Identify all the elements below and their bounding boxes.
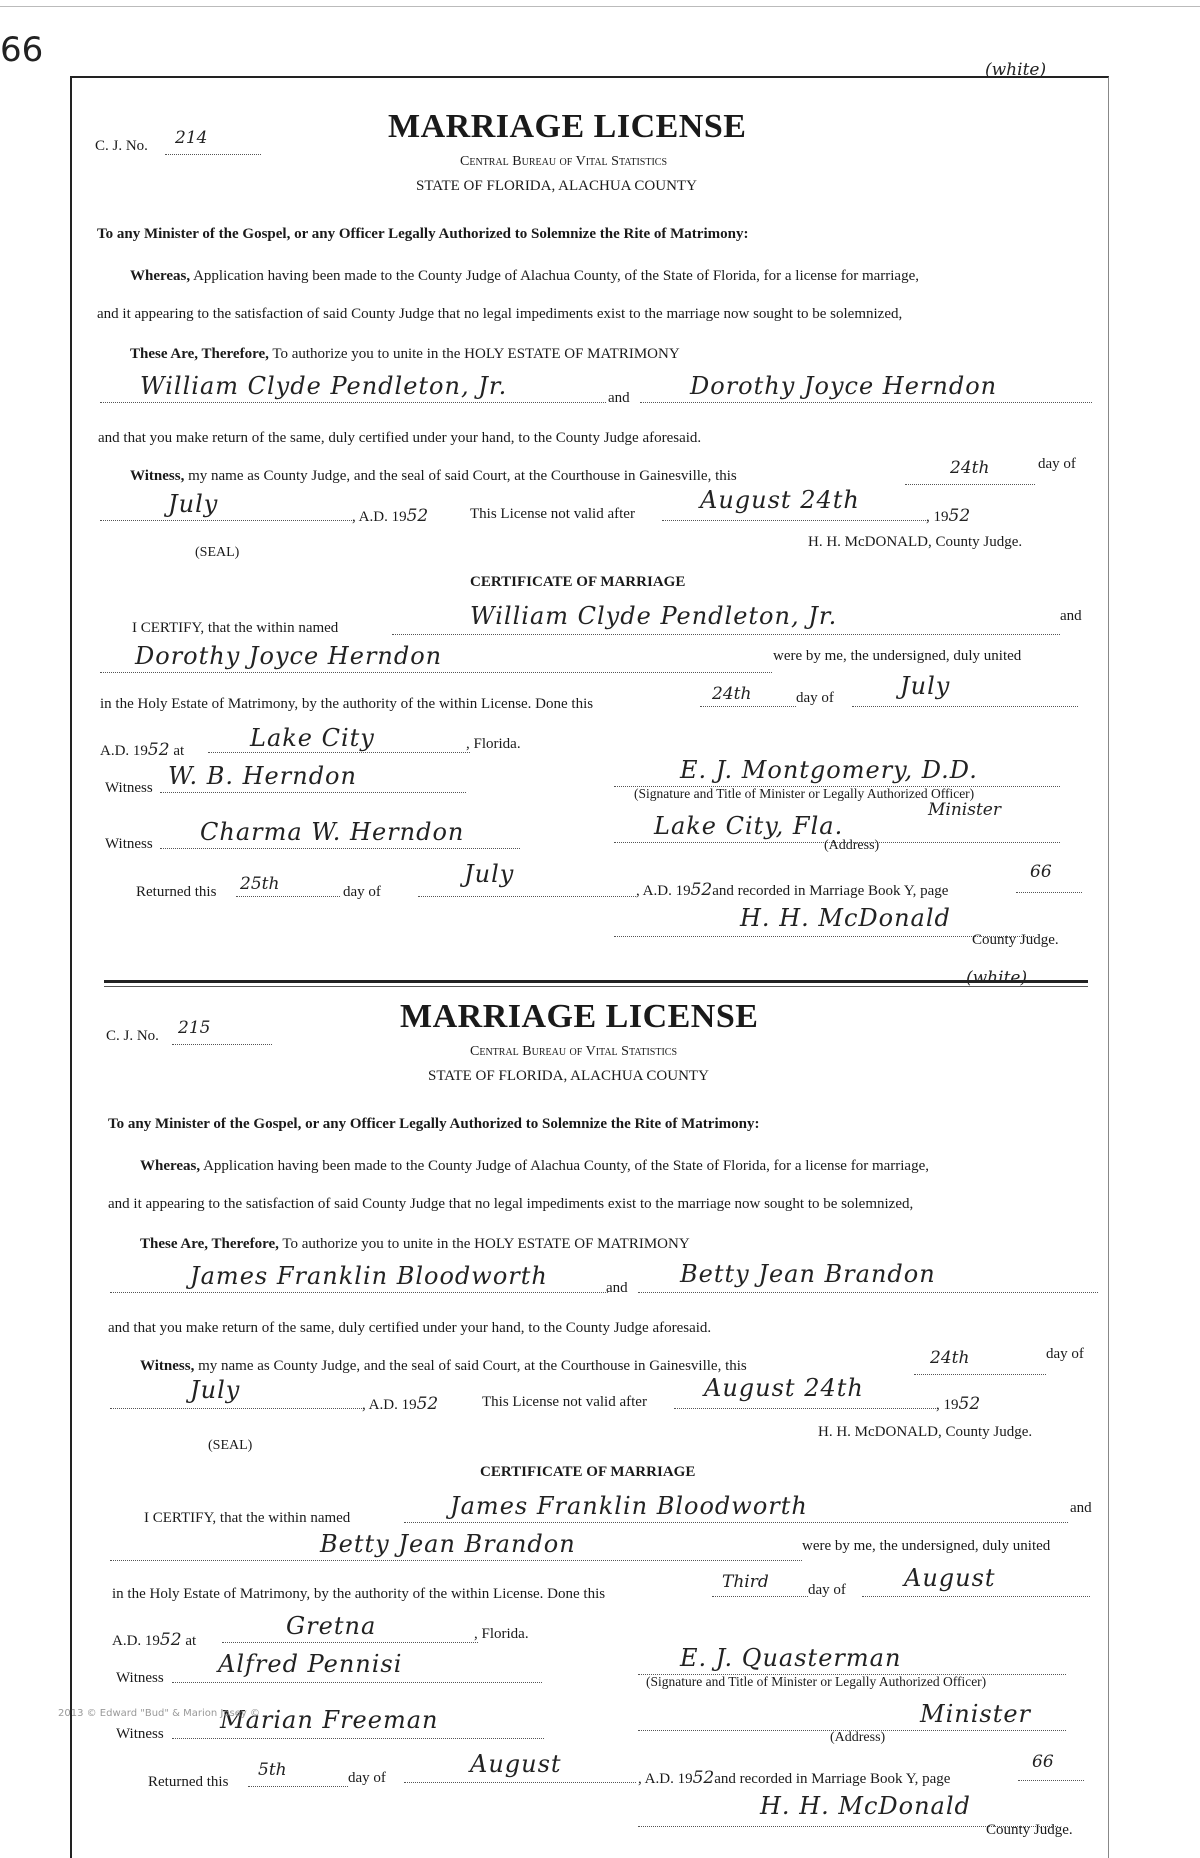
whereas-lead: Whereas, (140, 1158, 201, 1174)
cert-groom: William Clyde Pendleton, Jr. (470, 602, 838, 630)
united-text: were by me, the undersigned, duly united (802, 1538, 1051, 1554)
county-judge-label: County Judge. (972, 932, 1059, 948)
judge-signature: H. H. McDonald (760, 1792, 971, 1820)
cj-no-label: C. J. No. (95, 138, 148, 154)
return-text: and that you make return of the same, duly certified under your hand, to the County Judge aforesaid. (98, 430, 702, 446)
these-text: To authorize you to unite in the HOLY ESTATE OF MATRIMONY (272, 346, 680, 362)
book-page: 66 (1030, 862, 1052, 882)
bureau-line: Central Bureau of Vital Statistics (460, 154, 668, 169)
appearing-text: and it appearing to the satisfaction of said County Judge that no legal impediments exist to the marriage now sought to be solemnized, (97, 306, 903, 322)
state-county: STATE OF FLORIDA, ALACHUA COUNTY (428, 1068, 709, 1084)
done-day-of: day of (808, 1582, 846, 1598)
license-title: MARRIAGE LICENSE (400, 998, 759, 1035)
done-year: 52 (147, 740, 170, 760)
returned-day-of: day of (348, 1770, 386, 1786)
done-ad (112, 1630, 196, 1650)
ad-prefix: , A.D. 19 (362, 1397, 417, 1413)
issue-day: 24th (950, 458, 990, 478)
valid-year: 52 (948, 506, 971, 526)
judge-line: H. H. McDONALD, County Judge. (818, 1424, 1033, 1440)
officiant-signature: E. J. Montgomery, D.D. (680, 756, 978, 784)
these-lead: These Are, Therefore, (140, 1236, 279, 1252)
witness2-name: Charma W. Herndon (200, 818, 465, 846)
whereas-text: Application having been made to the County Judge of Alachua County, of the State of Florida, for a license for marriage, (193, 268, 919, 284)
witness2-label: Witness (105, 836, 153, 852)
scan-edge-line (0, 6, 1200, 7)
state-county: STATE OF FLORIDA, ALACHUA COUNTY (416, 178, 697, 194)
cj-no: 215 (178, 1018, 211, 1038)
certify-text: I CERTIFY, that the within named (132, 620, 339, 636)
not-valid-text: This License not valid after (482, 1394, 647, 1410)
issue-day: 24th (930, 1348, 970, 1368)
cert-title: CERTIFICATE OF MARRIAGE (470, 574, 686, 590)
returned-day: 5th (258, 1760, 287, 1780)
valid-until: August 24th (700, 486, 860, 514)
whereas-lead: Whereas, (130, 268, 191, 284)
officiant-signature: E. J. Quasterman (680, 1644, 902, 1672)
returned-month: August (470, 1750, 562, 1778)
ad-at-prefix: A.D. 19 (112, 1633, 160, 1649)
cert-bride: Dorothy Joyce Herndon (135, 642, 443, 670)
race-note: (white) (966, 968, 1028, 988)
judge-signature: H. H. McDonald (740, 904, 951, 932)
place: Gretna (286, 1612, 377, 1640)
certify-text: I CERTIFY, that the within named (144, 1510, 351, 1526)
issue-day-of: day of (1046, 1346, 1084, 1362)
valid-year-wrap (926, 506, 970, 526)
done-ad (100, 740, 184, 760)
valid-year-prefix: , 19 (936, 1397, 959, 1413)
and-word: and (606, 1280, 628, 1296)
done-day: Third (722, 1572, 769, 1592)
signature-label: (Signature and Title of Minister or Legally Authorized Officer) (646, 1674, 987, 1689)
and-word: and (608, 390, 630, 406)
county-judge-label: County Judge. (986, 1822, 1073, 1838)
returned-year: 52 (692, 1768, 715, 1788)
returned-day-of: day of (343, 884, 381, 900)
cert-bride: Betty Jean Brandon (320, 1530, 576, 1558)
witness-text: my name as County Judge, and the seal of said Court, at the Courthouse in Gainesville, this (198, 1358, 747, 1374)
returned-ad-prefix: , A.D. 19 (636, 883, 691, 899)
officiant-address: Lake City, Fla. (654, 812, 844, 840)
returned-month: July (464, 860, 515, 888)
returned-year: 52 (690, 880, 713, 900)
witness1-name: W. B. Herndon (168, 762, 357, 790)
issue-month: July (168, 490, 219, 518)
whereas-para (130, 268, 919, 285)
ad-at-prefix: A.D. 19 (100, 743, 148, 759)
address-line: To any Minister of the Gospel, or any Officer Legally Authorized to Solemnize the Rite of Matrimony: (97, 226, 749, 242)
cert-and: and (1060, 608, 1082, 624)
appearing-text: and it appearing to the satisfaction of said County Judge that no legal impediments exist to the marriage now sought to be solemnized, (108, 1196, 914, 1212)
holy-estate-text: in the Holy Estate of Matrimony, by the authority of the within License. Done this (112, 1586, 606, 1602)
ad-prefix: , A.D. 19 (352, 509, 407, 525)
returned-ad (638, 1768, 950, 1788)
returned-ad (636, 880, 948, 900)
returned-ad-prefix: , A.D. 19 (638, 1771, 693, 1787)
issue-month: July (190, 1376, 241, 1404)
witness-para (140, 1358, 747, 1375)
valid-year-prefix: , 19 (926, 509, 949, 525)
copyright-watermark: 2013 © Edward "Bud" & Marion Josey © (58, 1708, 260, 1719)
cert-and: and (1070, 1500, 1092, 1516)
book-page: 66 (1032, 1752, 1054, 1772)
united-text: were by me, the undersigned, duly united (773, 648, 1022, 664)
done-month: July (900, 672, 951, 700)
license-title: MARRIAGE LICENSE (388, 108, 747, 145)
issue-day-of: day of (1038, 456, 1076, 472)
holy-estate-text: in the Holy Estate of Matrimony, by the authority of the within License. Done this (100, 696, 594, 712)
officiant-title: Minister (928, 800, 1001, 820)
issue-year: 52 (406, 506, 429, 526)
witness-para (130, 468, 737, 485)
signature-label: (Signature and Title of Minister or Legally Authorized Officer) (634, 786, 975, 801)
these-lead: These Are, Therefore, (130, 346, 269, 362)
whereas-para (140, 1158, 929, 1175)
recorded-text: and recorded in Marriage Book Y, page (714, 1771, 951, 1787)
returned-day: 25th (240, 874, 280, 894)
cert-groom: James Franklin Bloodworth (450, 1492, 808, 1520)
witness1-name: Alfred Pennisi (218, 1650, 403, 1678)
recorded-text: and recorded in Marriage Book Y, page (712, 883, 949, 899)
groom-name: William Clyde Pendleton, Jr. (140, 372, 508, 400)
cj-no: 214 (175, 128, 208, 148)
done-month: August (904, 1564, 996, 1592)
witness2-label: Witness (116, 1726, 164, 1742)
these-text: To authorize you to unite in the HOLY ESTATE OF MATRIMONY (282, 1236, 690, 1252)
whereas-text: Application having been made to the County Judge of Alachua County, of the State of Florida, for a license for marriage, (203, 1158, 929, 1174)
judge-line: H. H. McDONALD, County Judge. (808, 534, 1023, 550)
at-word: at (185, 1633, 197, 1649)
florida-label: , Florida. (474, 1626, 529, 1642)
florida-label: , Florida. (466, 736, 521, 752)
section-divider (104, 980, 1088, 983)
bureau-line: Central Bureau of Vital Statistics (470, 1044, 678, 1059)
groom-name: James Franklin Bloodworth (190, 1262, 548, 1290)
officiant-title: Minister (920, 1700, 1032, 1728)
returned-text: Returned this (136, 884, 217, 900)
done-year: 52 (159, 1630, 182, 1650)
seal-label: (SEAL) (195, 545, 240, 560)
place: Lake City (250, 724, 375, 752)
race-note: (white) (985, 60, 1047, 80)
address-label: (Address) (824, 838, 880, 853)
done-day: 24th (712, 684, 752, 704)
cert-title: CERTIFICATE OF MARRIAGE (480, 1464, 696, 1480)
witness1-label: Witness (105, 780, 153, 796)
witness-lead: Witness, (140, 1358, 195, 1374)
bride-name: Betty Jean Brandon (680, 1260, 936, 1288)
return-text: and that you make return of the same, duly certified under your hand, to the County Judge aforesaid. (108, 1320, 712, 1336)
witness-text: my name as County Judge, and the seal of said Court, at the Courthouse in Gainesville, this (188, 468, 737, 484)
section-divider-thin (104, 986, 1088, 987)
witness2-name: Marian Freeman (220, 1706, 439, 1734)
returned-text: Returned this (148, 1774, 229, 1790)
valid-until: August 24th (704, 1374, 864, 1402)
witness1-label: Witness (116, 1670, 164, 1686)
bride-name: Dorothy Joyce Herndon (690, 372, 998, 400)
witness-lead: Witness, (130, 468, 185, 484)
cj-no-label: C. J. No. (106, 1028, 159, 1044)
issue-ad (362, 1394, 438, 1414)
these-para (130, 346, 680, 363)
valid-year-wrap (936, 1394, 980, 1414)
page-number: 66 (0, 30, 44, 70)
at-word: at (173, 743, 185, 759)
address-label: (Address) (830, 1730, 886, 1745)
valid-year: 52 (958, 1394, 981, 1414)
seal-label: (SEAL) (208, 1438, 253, 1453)
issue-year: 52 (416, 1394, 439, 1414)
done-day-of: day of (796, 690, 834, 706)
these-para (140, 1236, 690, 1253)
address-line: To any Minister of the Gospel, or any Officer Legally Authorized to Solemnize the Rite of Matrimony: (108, 1116, 760, 1132)
not-valid-text: This License not valid after (470, 506, 635, 522)
issue-ad (352, 506, 428, 526)
